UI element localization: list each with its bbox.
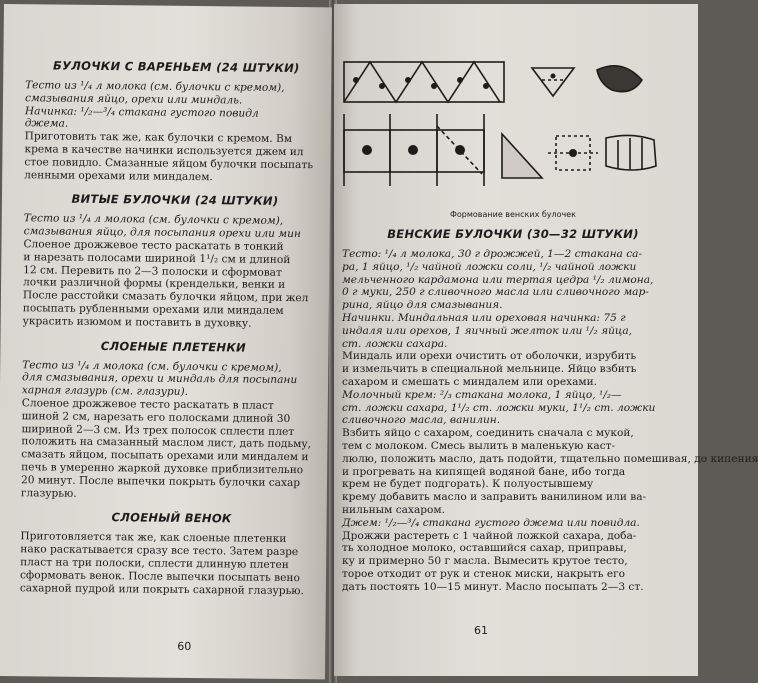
text-line: смазывания яйцо, орехи или миндаль. [24,92,243,107]
text-line: крем не будет подгорать). К полуостывшему [342,478,594,491]
rolled-bun-icon [606,135,656,170]
text-line: Миндаль или орехи очистить от оболочки, изрубить [342,350,637,363]
text-line: Начинка: ¹/₂—³/₄ стакана густого повидл [24,104,259,120]
text-line: люлю, положить масло, дать подойти, тщательно помешивая, до кипения [342,452,758,465]
text-line: ку и примерно 50 г масла. Вымесить крутое тесто, [342,555,628,568]
triangle-zigzag [344,62,500,102]
left-page-content [20,58,328,601]
left-page [0,4,332,679]
text-line: Взбить яйцо с сахаром, соединить сначала с мукой, [342,427,634,440]
text-line: торое отходит от рук и стенок миски, накрыть его [342,567,626,580]
text-line: Тесто из ¹/₄ л молока (см. булочки с кремом), [25,79,285,94]
text-line: джема. [24,117,69,131]
page-number-left: 60 [177,639,192,653]
shaping-illustration [342,50,684,208]
text-line: ть холодное молоко, оставшийся сахар, приправы, [342,542,627,555]
text-line: харная глазурь (см. глазури). [21,384,189,399]
text-line: Тесто из ¹/₄ л молока (см. булочки с кремом), [22,358,282,374]
text-line: сахаром и смешать с миндалем или орехами. [342,375,598,388]
text-line: ст. ложки сахара. [342,337,448,350]
text-line: Дрожжи растереть с 1 чайной ложкой сахара, доба- [342,529,637,542]
text-line: нако раскатывается сразу все тесто. Затем разре [20,543,299,559]
text-line: 20 минут. После выпечки покрыть булочки сахар [20,473,301,489]
text-line: Начинки. Миндальная или ореховая начинка: 75 г [342,311,626,324]
text-line: печь в умеренно жаркой духовке приблизительно [21,461,304,477]
text-line: для смазывания, орехи и миндаль для посыпани [22,371,298,387]
folded-triangle-icon [532,68,574,96]
section-title: СЛОЕНЫЙ ВЕНОК [111,510,232,526]
text-line: пласт на три полоски, сплести длинную плетен [20,556,289,571]
vienna-buns-figure [342,50,682,200]
text-line: глазурью. [20,486,77,500]
text-line: крема в качестве начинки используется джем ил [24,143,304,159]
text-line: и нарезать полосами шириной 1¹/₂ см и длиной [23,250,291,266]
text-line: Слоеное дрожжевое тесто раскатать в пласт [21,397,274,412]
text-line: смазать яйцом, посыпать орехами или миндалем и [21,448,309,464]
text-line: Приготовляется так же, как слоеные плетенки [20,530,287,546]
text-line: и прогревать на кипящей водяной бане, ибо тогда [342,465,626,478]
text-line: сахарной пудрой или покрыть сахарной глазурью. [19,581,304,597]
triangle-strip-outline [344,62,504,102]
text-line: Тесто из ¹/₄ л молока (см. булочки с кремом), [23,212,284,228]
text-line: шириной 2—3 см. Из трех полосок сплести плет [21,422,295,438]
crescent-bun-icon [597,66,642,92]
section-title: СЛОЕНЫЕ ПЛЕТЕНКИ [100,338,247,355]
text-line: ст. ложки сахара, 1¹/₂ ст. ложки муки, 1¹/₂ ст. ложки [342,401,656,414]
text-line: Джем: ¹/₂—³/₄ стакана густого джема или повидла. [342,516,640,529]
text-line: дать постоять 10—15 минут. Масло посыпать 2—3 ст. [342,580,644,593]
text-line: мельченного кардамона или тертая цедра ¹/₂ лимона, [342,273,654,286]
text-line: Молочный крем: ²/₃ стакана молока, 1 яйцо, ¹/₂— [342,388,622,401]
text-line: украсить изюмом и поставить в духовку. [22,314,252,330]
text-line: шиной 2 см, нарезать его полосками длиной 30 [21,409,291,425]
text-line: Тесто: ¹/₄ л молока, 30 г дрожжей, 1—2 стакана са- [342,248,643,260]
text-line: сливочного масла, ванилин. [342,414,501,427]
text-line: нильным сахаром. [342,503,446,516]
text-line: рина, яйцо для смазывания. [342,299,503,312]
text-line: После расстойки смазать булочки яйцом, при жел [22,289,309,305]
right-page [334,4,758,676]
page-number-right: 61 [474,624,488,637]
folded-square-icon [502,134,542,178]
text-line: смазывания яйцо, для посыпания орехи или мин [23,225,301,241]
text-line: лочки различной формы (крендельки, венки и [23,276,286,292]
text-line: положить на смазанный маслом лист, дать подьму, [21,435,312,451]
text-line: Слоеное дрожжевое тесто раскатать в тонкий [23,238,284,253]
text-line: сформовать венок. После выпечки посыпать вено [19,568,300,584]
text-line: стое повидло. Смазанные яйцом булочки посыпать [24,156,314,172]
section-title: ВИТЫЕ БУЛОЧКИ (24 ШТУКИ) [71,192,279,209]
section-title: БУЛОЧКИ С ВАРЕНЬЕМ (24 ШТУКИ) [53,58,300,76]
text-line: ленными орехами или миндалем. [24,168,213,183]
text-line: и измельчить в специальной мельнице. Яйцо взбить [342,363,637,376]
section-title: ВЕНСКИЕ БУЛОЧКИ (30—32 ШТУКИ) [387,227,639,241]
text-line: 12 см. Перевить по 2—3 полоски и сформоват [23,263,282,279]
figure-caption: Формование венских булочек [449,210,577,219]
right-page-content [342,227,758,598]
text-line: индаля или орехов, 1 яичный желток или ¹/₂ яйца, [342,324,633,337]
text-line: посыпать рубленными орехами или миндалем [22,302,284,317]
text-line: 0 г муки, 250 г сливочного масла или сливочного мар- [342,286,649,299]
text-line: Приготовить так же, как булочки с кремом. Вм [24,130,293,146]
text-line: ра, 1 яйцо, ¹/₂ чайной ложки соли, ¹/₂ чайной ложки [342,260,637,273]
text-line: крему добавить масло и заправить ванилином или ва- [342,491,647,504]
text-line: тем с молоком. Смесь вылить в маленькую каст- [342,439,616,452]
